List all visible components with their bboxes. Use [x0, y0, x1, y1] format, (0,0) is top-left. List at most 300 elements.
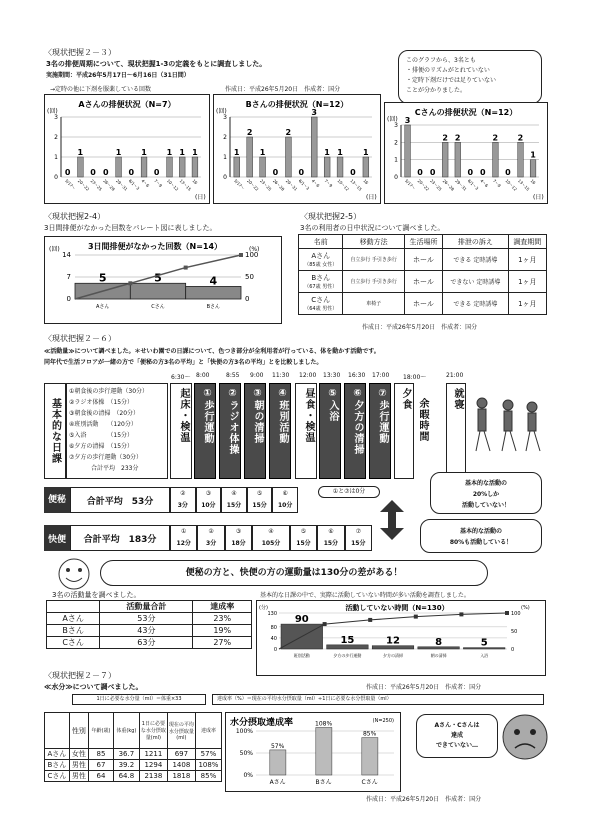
data-label: 90: [294, 614, 309, 626]
cell-sub: （64歳 男性）: [304, 306, 338, 312]
walking-people-illustration: [468, 393, 548, 457]
time-label: 9:00: [250, 372, 264, 379]
cell-name: Cさん: [311, 296, 331, 304]
legend-laxative: →定時の他に下剤を服薬している回数: [50, 86, 152, 93]
item-num: ⑤: [256, 490, 263, 497]
data-label: 15: [340, 634, 355, 646]
data-label: 2: [454, 133, 461, 143]
x-tick-label: 5/17～: [404, 178, 417, 191]
table-row: [47, 613, 252, 625]
good-average: 合計平均 183分: [70, 525, 170, 551]
cell: 男性: [69, 771, 88, 782]
table-row: [299, 249, 547, 271]
data-label: 8: [435, 636, 443, 648]
cell: 67: [89, 760, 114, 771]
cell-place: ホール: [404, 293, 442, 315]
x-tick-label: 13～15: [178, 178, 193, 192]
item-num: ⑦: [355, 528, 361, 535]
x-tick-label: 5/17～: [233, 178, 246, 191]
formula-rate: 達成率（%）＝現在の平均水分摂取量（ml）÷1日に必要な水分摂取量（ml）: [212, 694, 544, 705]
chart-a-panel: [44, 94, 210, 204]
data-label: 5: [98, 271, 107, 285]
inactive-svg: [257, 601, 545, 675]
data-label: 0: [429, 168, 436, 177]
y-tick-label: 2: [394, 139, 398, 147]
y-tick-label: 14: [62, 251, 71, 259]
basic-schedule-label: 基本的な日課: [44, 383, 66, 479]
y-tick-label: 1: [394, 156, 398, 164]
cell-claim: できない 定時誘導: [443, 271, 508, 293]
author-line: 作成日：平成26年5月20日 作成者：国分: [225, 86, 341, 93]
item-num: ②: [208, 528, 214, 535]
good-item: [170, 525, 197, 551]
list-item: ⑤入浴 （15分）: [69, 432, 134, 439]
cumulative-point: [459, 612, 463, 616]
item-num: ⑤: [300, 528, 307, 535]
x-tick-label: 7～9: [323, 178, 334, 189]
data-label: 0: [90, 168, 96, 177]
x-tick-label: 10～12: [336, 178, 351, 192]
data-label: 0: [480, 168, 486, 177]
col-header: 性別: [69, 713, 88, 749]
activity-table-title: 3名の活動量を調べました。: [52, 591, 141, 599]
data-label: 1: [337, 148, 343, 157]
cell: 1211: [139, 749, 167, 760]
table-row: [299, 271, 547, 293]
x-tick-label: 23～25: [89, 178, 104, 192]
chart-title: Aさんの排便状況（N=7）: [78, 100, 176, 109]
chart-c-svg: [385, 103, 547, 203]
data-label: 1: [324, 148, 330, 157]
cell: Cさん: [45, 771, 70, 782]
list-item: ②ラジオ体操 （15分）: [69, 399, 134, 406]
chart-a-svg: [45, 95, 209, 203]
x-tick-label: 6/1～3: [466, 178, 480, 191]
cell: Cさん: [47, 637, 100, 649]
x-tick-label: 6/1～3: [127, 178, 141, 191]
data-label: 3: [311, 108, 317, 117]
cell-place: ホール: [404, 249, 442, 271]
data-label: 108%: [315, 720, 333, 728]
cell: 23%: [193, 613, 252, 625]
x-axis-label: (日): [533, 194, 544, 201]
chart-title: 活動していない時間（N=130）: [345, 604, 449, 612]
good-items: [170, 525, 372, 551]
x-tick-label: Bさん: [206, 304, 221, 310]
bar: [186, 286, 241, 299]
y-tick-label: 7: [66, 273, 71, 281]
bar: [493, 142, 499, 177]
section-2-6-line2: 同年代で生活フロアが一緒の方で「便秘の方3名の平均」と「快便の方3名の平均」とを比較しました。: [44, 359, 323, 366]
inactive-title: 基本的な日課の中で、実際に活動していない時間が多い活動を調査しました。: [260, 592, 470, 599]
item-min: 12分: [176, 540, 191, 547]
bar: [141, 157, 147, 177]
cell: 1818: [167, 771, 195, 782]
y-tick-label: 0: [223, 174, 227, 181]
y-axis-label: (回): [216, 108, 227, 115]
data-label: 0: [272, 168, 279, 177]
bar: [316, 727, 332, 775]
x-tick-label: 16: [191, 178, 199, 186]
cell: 108%: [195, 760, 221, 771]
y-tick-label: 2: [223, 134, 227, 141]
cell: 36.7: [113, 749, 139, 760]
bar: [116, 157, 122, 177]
item-min: 15分: [351, 540, 366, 547]
y-tick-label: 3: [223, 114, 227, 121]
schedule-col-active: ④班別活動: [269, 383, 291, 479]
data-label: 2: [285, 128, 292, 137]
time-label: 8:55: [226, 372, 240, 379]
callout-line: ・定時下剤だけでは足りていない: [406, 77, 497, 84]
callout-line: 80%も活動している！: [449, 539, 513, 546]
y-tick-label: 3: [54, 114, 58, 121]
table-row: [45, 771, 222, 782]
x-tick-label: 4～6: [310, 178, 321, 189]
list-item: ③朝食後の清掃 （20分）: [69, 410, 140, 417]
x-tick-label: 26～28: [271, 178, 286, 192]
data-label: 0: [103, 168, 109, 177]
constipation-average: 合計平均 53分: [70, 487, 170, 513]
data-label: 1: [233, 148, 240, 157]
item-num: ①: [181, 528, 187, 535]
bar: [311, 117, 317, 177]
y-axis-label: (回): [49, 246, 60, 253]
data-label: 1: [141, 148, 147, 157]
table-row: [45, 760, 222, 771]
compare-arrow-icon: [380, 500, 404, 540]
col-header: 年齢(歳): [89, 713, 114, 749]
schedule-col-active: ①歩行運動: [194, 383, 216, 479]
difference-banner: 便秘の方と、快便の方の運動量は130分の差がある！: [100, 560, 488, 586]
data-label: 1: [77, 148, 84, 157]
schedule-col-active: ⑤入浴: [319, 383, 341, 479]
x-tick-label: 20～22: [416, 178, 431, 192]
data-label: 0: [64, 168, 71, 177]
constipation-item: [247, 487, 273, 513]
data-label: 85%: [362, 730, 377, 738]
x-tick-label: Aさん: [95, 304, 110, 310]
data-label: 0: [350, 168, 356, 177]
y-tick-label: 3: [394, 122, 398, 129]
list-item: ④班別活動 （120分）: [69, 421, 137, 428]
section-2-3-line2: 実施期間：平成26年5月17日～6月16日（31日間）: [46, 72, 190, 79]
x-tick-label: 29～31: [284, 178, 299, 192]
item-min: 15分: [323, 540, 339, 547]
bar: [192, 157, 198, 177]
data-label: 0: [417, 168, 423, 177]
cell-sub: （85歳 女性）: [304, 262, 338, 268]
schedule-col: 起床・検温: [170, 383, 192, 479]
good-callout: [420, 519, 542, 553]
time-label: 8:00: [196, 372, 210, 379]
x-tick-label: 4～6: [140, 178, 151, 189]
y2-axis-label: (%): [249, 246, 260, 253]
section-2-4-line: 3日間排便がなかった回数をパレート図に表しました。: [44, 224, 217, 232]
callout-line: ことが分かりました。: [406, 87, 467, 94]
time-label: 6:30～: [171, 374, 191, 381]
cell: 2138: [139, 771, 167, 782]
data-label: 2: [246, 128, 253, 137]
table-row: [47, 637, 252, 649]
y2-tick-label: 50: [511, 629, 518, 635]
water-callout: [416, 714, 498, 758]
cell: 女性: [69, 749, 88, 760]
worried-face-icon: [500, 712, 550, 762]
formula-required: 1日に必要な水分量（ml）＝体重×33: [72, 694, 206, 705]
x-tick-label: 7～9: [491, 178, 502, 189]
col-header: 達成率: [193, 601, 252, 613]
bar: [167, 157, 173, 177]
time-label: 21:00: [446, 372, 464, 379]
author-line: 作成日：平成26年5月20日 作成者：国分: [366, 796, 482, 803]
item-min: 105分: [261, 540, 281, 547]
x-tick-label: Aさん: [269, 779, 286, 786]
pareto-panel: [44, 236, 282, 324]
cell-claim: できる 定時誘導: [443, 293, 508, 315]
constipation-item: [272, 487, 298, 513]
schedule-col: 夕食: [394, 383, 414, 479]
bar: [530, 160, 536, 177]
callout-line: 基本的な活動の: [459, 528, 502, 535]
section-2-5-line: 3名の利用者の日中状況について調べました。: [300, 224, 445, 232]
col-header: 名前: [299, 235, 343, 249]
x-tick-label: 26～28: [441, 178, 456, 192]
good-item: [290, 525, 317, 551]
chart-c-panel: [384, 102, 548, 204]
section-2-7-line: ≪水分≫について調べました。: [44, 683, 143, 691]
water-chart-panel: [225, 712, 401, 792]
x-tick-label: 6/1～3: [297, 178, 311, 191]
col-header: 移動方法: [343, 235, 404, 249]
cell: 85%: [195, 771, 221, 782]
chart-b-panel: [213, 94, 381, 204]
data-label: 3: [404, 116, 411, 125]
list-item: ①朝食後の歩行運動（30分）: [69, 388, 149, 395]
chart-note: (N=250): [372, 718, 394, 724]
schedule-col-active: ②ラジオ体操: [219, 383, 241, 479]
item-min: 10分: [201, 502, 216, 509]
item-min: 18分: [231, 540, 246, 547]
bar: [363, 157, 369, 177]
cell: 男性: [69, 760, 88, 771]
y-tick-label: 0%: [243, 772, 253, 779]
data-label: 1: [166, 148, 173, 157]
activity-table: [46, 600, 252, 649]
cell-claim: できる 定時誘導: [443, 249, 508, 271]
schedule-col-active: ⑥夕方の清掃: [344, 383, 366, 479]
section-2-4-title: 〈現状把握2-4）: [44, 212, 106, 221]
chart-b-svg: [214, 95, 380, 203]
x-tick-label: 29～31: [454, 178, 468, 192]
x-tick-label: 夕方の清掃: [383, 653, 403, 658]
col-header: 現在の平均水分摂取量(ml): [167, 713, 195, 749]
data-label: 0: [505, 168, 511, 177]
author-line: 作成日：平成26年5月20日 作成者：国分: [362, 324, 478, 331]
bar: [442, 142, 448, 177]
bar: [234, 157, 240, 177]
author-line: 作成日：平成26年5月20日 作成者：国分: [366, 684, 482, 691]
y-tick-label: 130: [267, 611, 277, 617]
list-item: 合計平均 233分: [91, 465, 139, 472]
daytime-table: [298, 234, 547, 315]
data-label: 2: [442, 133, 448, 143]
section-2-5-title: 〈現状把握2-5）: [300, 212, 362, 221]
y-tick-label: 1: [223, 154, 227, 161]
good-item: [345, 525, 372, 551]
x-tick-label: 29～31: [115, 178, 129, 192]
cell: 64.8: [113, 771, 139, 782]
x-tick-label: 班別活動: [293, 653, 310, 658]
cell: 1408: [167, 760, 195, 771]
bar: [286, 137, 292, 177]
cell: 64: [89, 771, 114, 782]
chart-title: Cさんの排便状況（N=12）: [414, 108, 518, 117]
cell: 85: [89, 749, 114, 760]
x-axis-label: (日): [195, 194, 206, 201]
cell: 27%: [193, 637, 252, 649]
data-label: 1: [259, 148, 266, 157]
activity-list: [66, 383, 168, 479]
schedule-col-active: ③朝の清掃: [244, 383, 266, 479]
schedule-col: 就寝: [446, 383, 466, 479]
bar: [78, 157, 84, 177]
data-label: 0: [467, 168, 474, 177]
cell-move: 自立歩行 手引き歩行: [343, 271, 404, 293]
item-num: ⑥: [328, 528, 334, 535]
time-label: 11:30: [272, 372, 290, 379]
water-table: [44, 712, 222, 782]
cell: 53分: [100, 613, 193, 625]
callout-line: 基本的な活動の: [464, 480, 507, 487]
y2-tick-label: 0: [511, 647, 515, 653]
data-label: 1: [363, 148, 369, 157]
smiley-face-icon: [54, 557, 94, 591]
item-min: 15分: [252, 502, 267, 509]
x-tick-label: Cさん: [151, 304, 165, 310]
cell-place: ホール: [404, 271, 442, 293]
cell-move: 車椅子: [343, 293, 404, 315]
callout-line: 達成: [450, 732, 463, 739]
x-tick-label: 20～22: [246, 178, 260, 192]
section-2-3-title: 〈現状把握２－３）: [44, 48, 116, 57]
y-tick-label: 40: [270, 635, 277, 642]
time-label: 13:30: [323, 372, 341, 379]
x-tick-label: Cさん: [361, 779, 378, 786]
data-label: 1: [192, 148, 198, 157]
item-num: ③: [205, 490, 212, 497]
cell: 43分: [100, 625, 193, 637]
cumulative-point: [184, 266, 188, 270]
bar: [247, 137, 253, 177]
data-label: 0: [128, 168, 135, 177]
data-label: 0: [298, 168, 305, 177]
data-label: 1: [530, 150, 536, 160]
good-item: [197, 525, 224, 551]
y2-tick-label: 100: [245, 251, 259, 259]
item-min: 15分: [296, 540, 311, 547]
item-num: ④: [268, 528, 274, 535]
item-min: 3分: [206, 540, 217, 547]
cell-move: 自立歩行 手引き歩行: [343, 249, 404, 271]
y-tick-label: 2: [54, 134, 58, 141]
cell: Bさん: [47, 625, 100, 637]
cell: Aさん: [47, 613, 100, 625]
item-num: ⑥: [282, 490, 288, 497]
cell-name: Aさん: [311, 252, 331, 260]
findings-callout: [398, 50, 542, 104]
data-label: 1: [179, 148, 185, 157]
bar: [362, 738, 378, 775]
bar: [324, 157, 330, 177]
cumulative-point: [414, 615, 418, 619]
y-tick-label: 0: [273, 647, 277, 653]
data-label: 5: [154, 271, 162, 285]
x-tick-label: 10～12: [165, 178, 180, 192]
callout-line: 20%しか: [472, 491, 500, 498]
bar: [518, 142, 524, 177]
x-tick-label: 16: [362, 178, 370, 186]
data-label: 0: [153, 168, 160, 177]
cell: 1294: [139, 760, 167, 771]
table-row: [47, 625, 252, 637]
data-label: 2: [492, 133, 499, 143]
col-header: 達成率: [195, 713, 221, 749]
x-tick-label: 13～15: [349, 178, 363, 192]
time-label: 17:00: [372, 372, 390, 379]
bar: [405, 125, 411, 177]
col-header: 活動量合計: [100, 601, 193, 613]
item-min: 3分: [177, 502, 188, 509]
y2-tick-label: 50: [245, 273, 254, 281]
chart-title: 水分摂取達成率: [230, 718, 294, 728]
y-tick-label: 0: [54, 174, 58, 181]
x-tick-label: 20～22: [76, 178, 91, 192]
data-label: 57%: [270, 742, 285, 750]
x-tick-label: 入浴: [480, 653, 489, 658]
bar: [337, 157, 343, 177]
cell: 697: [167, 749, 195, 760]
good-item: [225, 525, 252, 551]
constipation-item: [221, 487, 247, 513]
constipation-callout: [430, 472, 542, 514]
good-bowel-label: 快便: [44, 525, 70, 551]
callout-line: ・排便のリズムがとれていない: [406, 67, 490, 74]
data-label: 5: [480, 637, 488, 649]
cumulative-point: [368, 618, 372, 622]
data-label: 2: [517, 133, 524, 143]
time-label: 18:00～: [403, 374, 427, 381]
constipation-items: [170, 487, 298, 513]
y2-tick-label: 0: [245, 295, 250, 303]
cell: 39.2: [113, 760, 139, 771]
constipation-label: 便秘: [44, 487, 70, 513]
list-item: ⑦夕方の歩行運動（30分）: [69, 454, 143, 461]
cell-sub: （67歳 男性）: [304, 284, 338, 290]
constipation-item: [196, 487, 222, 513]
table-row: [299, 293, 547, 315]
bar: [179, 157, 185, 177]
cumulative-point: [505, 611, 509, 615]
section-2-3-line1: 3名の排便周期について、現状把握1-3の定義をもとに調査しました。: [46, 60, 267, 68]
inactive-panel: [256, 600, 546, 676]
col-header: [47, 601, 100, 613]
section-2-6-line1: ≪活動量≫について調べました。＊せいわ園での日課について、色つき部分が全利用者が行っている、体を動かす活動です。: [44, 348, 380, 355]
schedule-col-active: ⑦歩行運動: [369, 383, 391, 479]
item-min: 10分: [277, 502, 293, 509]
col-header: 1日に必要な水分摂取量(ml): [139, 713, 167, 749]
data-label: 4: [209, 274, 218, 288]
